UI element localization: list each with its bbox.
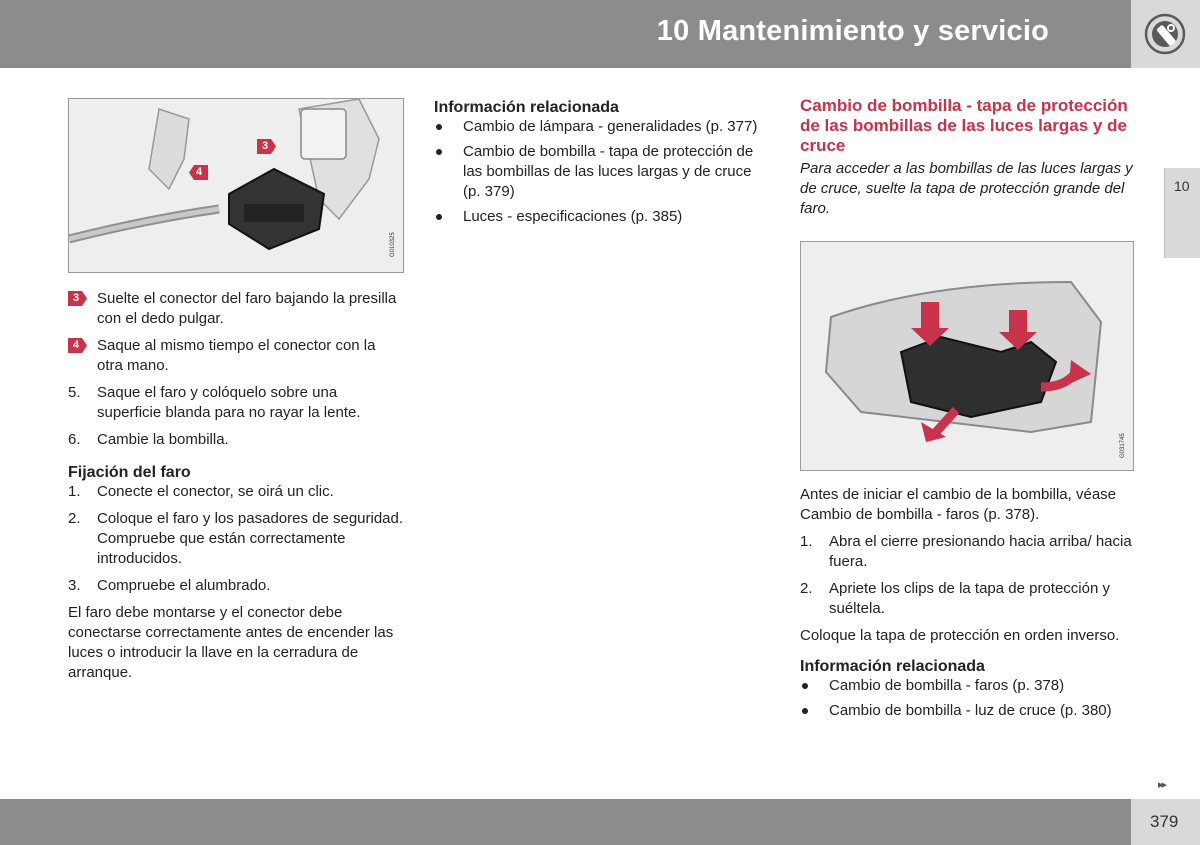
before-text: Antes de iniciar el cambio de la bombilla, véase Cambio de bombilla - faros (p. 378). <box>800 486 1117 523</box>
step-item <box>800 579 1136 619</box>
related-link[interactable]: Cambio de lámpara - generalidades (p. 377) <box>434 117 770 137</box>
chapter-title: 10 Mantenimiento y servicio <box>656 15 1049 47</box>
side-tab-label: 10 <box>1174 178 1190 194</box>
bullet-dot <box>436 124 442 130</box>
related-info-title: Información relacionada <box>800 658 985 675</box>
headlamp-figure <box>800 241 1134 471</box>
step-number: 1. <box>800 533 813 550</box>
step-text: Suelte el conector del faro bajando la presilla con el dedo pulgar. <box>97 290 397 327</box>
bullet-dot <box>436 214 442 220</box>
step-badge-4: 4 <box>68 338 87 353</box>
section-title: Cambio de bombilla - tapa de protección de las bombillas de las luces largas y de cruce <box>800 96 1128 155</box>
fix-step-item <box>68 482 404 502</box>
step-text: Compruebe el alumbrado. <box>97 577 271 594</box>
step-text: Abra el cierre presionando hacia arriba/ hacia fuera. <box>829 533 1132 570</box>
step-item <box>68 336 404 376</box>
section-intro: Para acceder a las bombillas de las luces largas y de cruce, suelte la tapa de protección grande del faro. <box>800 160 1133 217</box>
related-link[interactable]: Cambio de bombilla - faros (p. 378) <box>800 676 1136 696</box>
step-number: 3. <box>68 577 81 594</box>
step-item <box>68 383 404 423</box>
chapter-icon-box <box>1131 0 1200 68</box>
step-item <box>800 532 1136 572</box>
step-text: Coloque el faro y los pasadores de seguridad. Compruebe que están correctamente introducidos. <box>97 510 404 567</box>
step-number: 1. <box>68 483 81 500</box>
bullet-dot <box>802 683 808 689</box>
related-info-title: Información relacionada <box>434 99 619 116</box>
after-text: Coloque la tapa de protección en orden inverso. <box>800 627 1120 644</box>
page-number-box <box>1131 799 1200 845</box>
figure-badge-4: 4 <box>189 165 208 180</box>
next-page-icon[interactable]: ▸▸ <box>1158 779 1166 791</box>
step-text: Saque al mismo tiempo el conector con la otra mano. <box>97 337 376 374</box>
chapter-side-tab[interactable] <box>1164 168 1200 258</box>
page-number: 379 <box>1150 812 1179 831</box>
fix-step-item <box>68 509 404 569</box>
fix-step-item <box>68 576 404 596</box>
figure-code: G010325 <box>390 232 396 257</box>
step-item <box>68 289 404 329</box>
related-link[interactable]: Cambio de bombilla - luz de cruce (p. 380) <box>800 701 1136 721</box>
headlamp-illustration <box>801 242 1133 470</box>
step-number: 2. <box>800 580 813 597</box>
column-middle <box>434 98 770 232</box>
step-number: 5. <box>68 384 81 401</box>
step-number: 6. <box>68 431 81 448</box>
wrench-gear-icon <box>1144 13 1186 55</box>
step-number: 2. <box>68 510 81 527</box>
step-text: Conecte el conector, se oirá un clic. <box>97 483 334 500</box>
connector-illustration <box>69 99 403 272</box>
page-footer <box>0 799 1131 845</box>
step-item <box>68 430 404 450</box>
connector-figure <box>68 98 404 273</box>
step-text: Apriete los clips de la tapa de protección y suéltela. <box>829 580 1110 617</box>
column-right <box>800 96 1136 726</box>
mounting-note: El faro debe montarse y el conector debe conectarse correctamente antes de encender las luces o introducir la llave en la cerradura de arranque. <box>68 604 394 681</box>
related-link[interactable]: Cambio de bombilla - tapa de protección de las bombillas de las luces largas y de cruce (p. 379) <box>434 142 770 202</box>
bullet-dot <box>436 149 442 155</box>
related-link[interactable]: Luces - especificaciones (p. 385) <box>434 207 770 227</box>
step-badge-3: 3 <box>68 291 87 306</box>
bullet-dot <box>802 708 808 714</box>
step-text: Saque el faro y colóquelo sobre una superficie blanda para no rayar la lente. <box>97 384 361 421</box>
figure-badge-3: 3 <box>257 139 276 154</box>
column-left <box>68 98 404 690</box>
figure-code: G031745 <box>1120 433 1126 458</box>
page-header <box>0 0 1131 68</box>
step-text: Cambie la bombilla. <box>97 431 229 448</box>
fix-section-title: Fijación del faro <box>68 464 191 481</box>
